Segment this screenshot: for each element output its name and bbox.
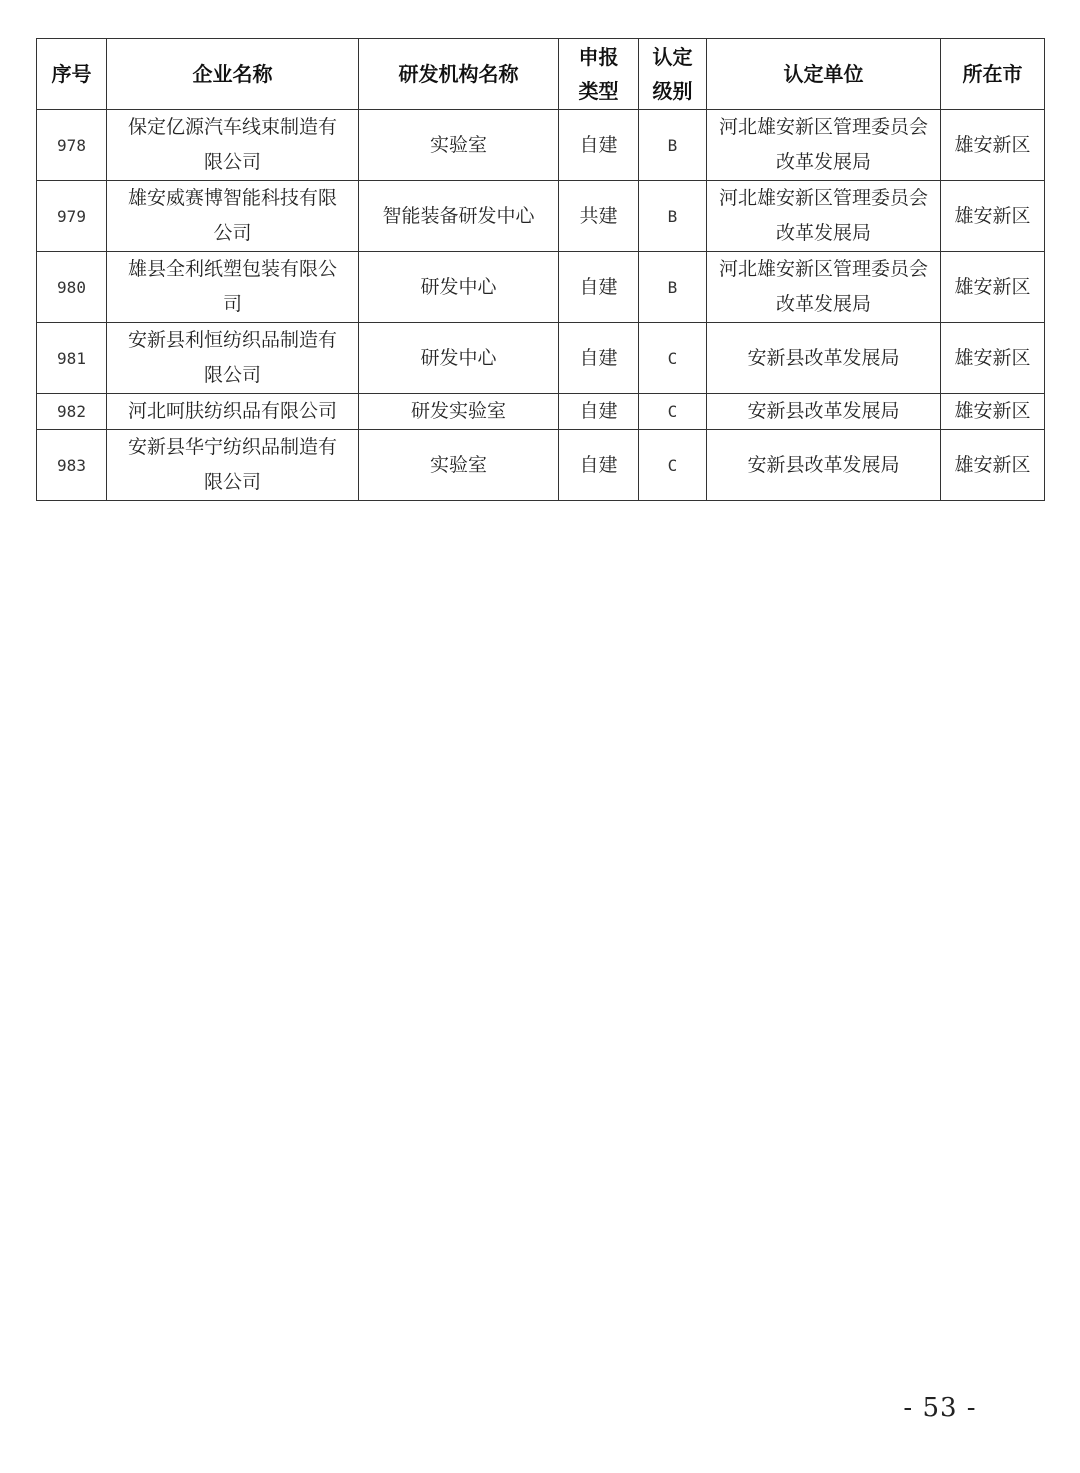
table-row [37,394,1045,430]
cell-company: 雄县全利纸塑包装有限公 司 [107,252,359,323]
table-row [37,252,1045,323]
cell-index: 980 [37,252,107,323]
cell-institution: 研发实验室 [359,394,559,430]
cell-company: 雄安威赛博智能科技有限 公司 [107,181,359,252]
cell-apply-type: 自建 [559,394,639,430]
cell-company: 河北呵肤纺织品有限公司 [107,394,359,430]
page-number: - 53 - [903,1393,977,1423]
cell-institution: 研发中心 [359,323,559,394]
table-row [37,323,1045,394]
cell-institution: 实验室 [359,110,559,181]
table-row [37,110,1045,181]
cell-level: B [639,252,707,323]
cell-city: 雄安新区 [941,323,1045,394]
cell-apply-type: 共建 [559,181,639,252]
header-unit: 认定单位 [707,39,941,110]
cell-company: 安新县利恒纺织品制造有 限公司 [107,323,359,394]
header-apply-type: 申报 类型 [559,39,639,110]
cell-index: 981 [37,323,107,394]
cell-city: 雄安新区 [941,110,1045,181]
cell-unit: 河北雄安新区管理委员会 改革发展局 [707,181,941,252]
cell-level: C [639,394,707,430]
table-row [37,430,1045,501]
cell-index: 978 [37,110,107,181]
table-header-row [37,39,1045,110]
cell-institution: 实验室 [359,430,559,501]
cell-company: 保定亿源汽车线束制造有 限公司 [107,110,359,181]
cell-level: B [639,181,707,252]
cell-level: C [639,323,707,394]
cell-city: 雄安新区 [941,430,1045,501]
header-company: 企业名称 [107,39,359,110]
cell-unit: 河北雄安新区管理委员会 改革发展局 [707,252,941,323]
header-index: 序号 [37,39,107,110]
cell-institution: 智能装备研发中心 [359,181,559,252]
cell-index: 979 [37,181,107,252]
cell-unit: 安新县改革发展局 [707,323,941,394]
cell-city: 雄安新区 [941,394,1045,430]
cell-apply-type: 自建 [559,252,639,323]
cell-level: C [639,430,707,501]
cell-apply-type: 自建 [559,110,639,181]
header-level: 认定 级别 [639,39,707,110]
cell-company: 安新县华宁纺织品制造有 限公司 [107,430,359,501]
cell-unit: 河北雄安新区管理委员会 改革发展局 [707,110,941,181]
enterprise-rd-table [36,38,1045,501]
cell-unit: 安新县改革发展局 [707,430,941,501]
cell-apply-type: 自建 [559,323,639,394]
cell-unit: 安新县改革发展局 [707,394,941,430]
cell-city: 雄安新区 [941,181,1045,252]
cell-city: 雄安新区 [941,252,1045,323]
cell-index: 983 [37,430,107,501]
cell-index: 982 [37,394,107,430]
cell-level: B [639,110,707,181]
header-city: 所在市 [941,39,1045,110]
cell-institution: 研发中心 [359,252,559,323]
cell-apply-type: 自建 [559,430,639,501]
header-institution: 研发机构名称 [359,39,559,110]
table-row [37,181,1045,252]
